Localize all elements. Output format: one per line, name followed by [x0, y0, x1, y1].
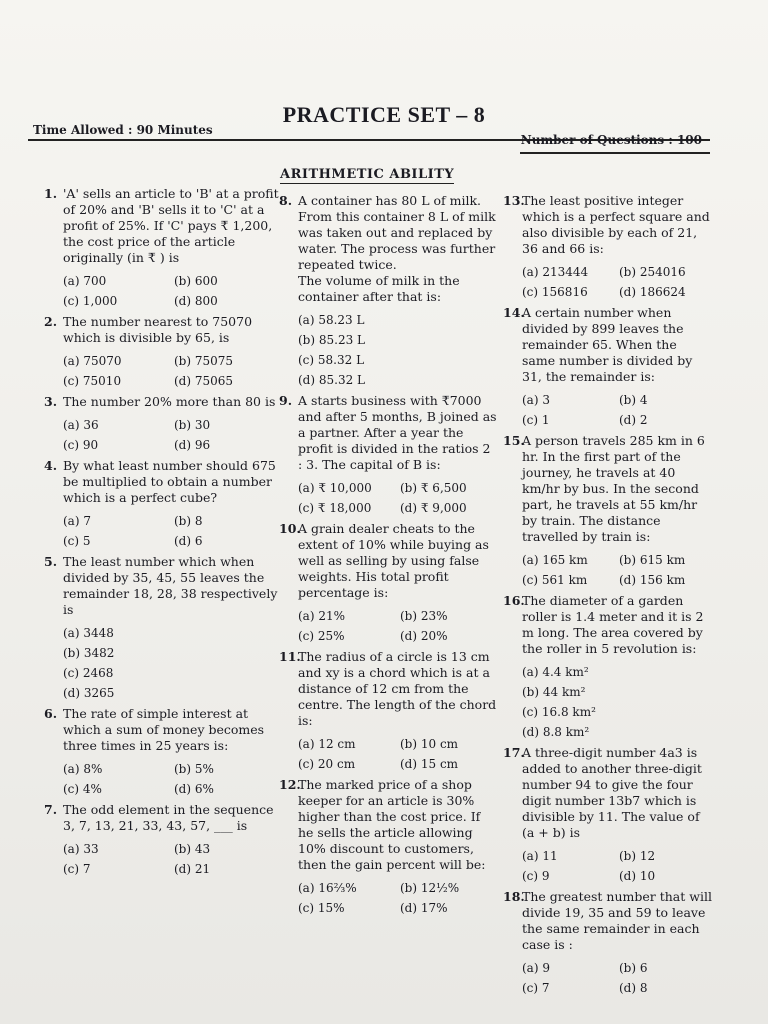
answer-options — [522, 390, 712, 430]
answer-option: (c) 15% — [298, 901, 345, 915]
answer-options — [63, 623, 281, 703]
answer-option: (b) 615 km — [619, 553, 686, 567]
answer-option: (b) 8 — [174, 514, 203, 528]
question-number: 7. — [44, 802, 58, 817]
answer-option: (d) 6 — [174, 534, 203, 548]
answer-option: (c) 90 — [63, 438, 99, 452]
question-item — [503, 193, 712, 302]
answer-options — [522, 846, 712, 886]
answer-option: (a) 8% — [63, 762, 103, 776]
question-text: The greatest number that will divide 19, 35 and 59 to leave the same remainder in each case is : — [522, 889, 712, 952]
question-text: The number nearest to 75070 which is divisible by 65, is — [63, 314, 253, 345]
answer-option: (c) 2468 — [63, 666, 114, 680]
answer-option: (b) 75075 — [174, 354, 234, 368]
answer-option: (c) 9 — [522, 869, 550, 883]
answer-option: (b) 254016 — [619, 265, 686, 279]
answer-options — [298, 606, 498, 646]
answer-option: (c) 156816 — [522, 285, 588, 299]
answer-option: (a) 7 — [63, 514, 91, 528]
question-text: The diameter of a garden roller is 1.4 meter and it is 2 m long. The area covered by the roller in 5 revolution is: — [522, 593, 704, 656]
page-title: PRACTICE SET – 8 — [282, 102, 486, 127]
question-item — [44, 186, 281, 311]
question-item — [279, 521, 498, 646]
answer-option: (a) 11 — [522, 849, 558, 863]
question-number: 13. — [503, 193, 525, 208]
question-number: 14. — [503, 305, 525, 320]
question-number: 10. — [279, 521, 301, 536]
question-number: 18. — [503, 889, 525, 904]
answer-option: (b) 3482 — [63, 646, 115, 660]
answer-option: (c) ₹ 18,000 — [298, 501, 372, 515]
question-column-3 — [503, 193, 712, 1001]
answer-option: (a) 4.4 km² — [522, 665, 589, 679]
answer-option: (c) 58.32 L — [298, 353, 365, 367]
answer-option: (b) 85.23 L — [298, 333, 365, 347]
answer-options — [522, 262, 712, 302]
question-column-1 — [44, 186, 281, 882]
answer-option: (c) 561 km — [522, 573, 588, 587]
question-item — [44, 554, 281, 703]
answer-option: (d) 8 — [619, 981, 648, 995]
question-item — [44, 706, 281, 799]
answer-option: (c) 4% — [63, 782, 102, 796]
question-number: 17. — [503, 745, 525, 760]
question-text: The odd element in the sequence 3, 7, 13, 21, 33, 43, 57, ___ is — [63, 802, 274, 833]
answer-option: (a) 213444 — [522, 265, 589, 279]
answer-option: (a) 3 — [522, 393, 550, 407]
answer-option: (a) 16⅔% — [298, 881, 357, 895]
question-item — [503, 889, 712, 998]
question-number: 3. — [44, 394, 58, 409]
question-number: 8. — [279, 193, 293, 208]
answer-option: (d) 21 — [174, 862, 211, 876]
answer-options — [63, 839, 281, 879]
answer-option: (d) 85.32 L — [298, 373, 365, 387]
answer-option: (d) 6% — [174, 782, 214, 796]
answer-option: (b) 600 — [174, 274, 218, 288]
answer-option: (c) 7 — [522, 981, 550, 995]
answer-option: (c) 1 — [522, 413, 550, 427]
question-text: A three-digit number 4a3 is added to another three-digit number 94 to give the four digit number 13b7 which is divisible by 11. The value of (a + b) is — [522, 745, 702, 840]
answer-option: (d) 15 cm — [400, 757, 459, 771]
question-item — [279, 777, 498, 918]
question-item — [44, 802, 281, 879]
answer-option: (a) 700 — [63, 274, 107, 288]
question-number: 11. — [279, 649, 301, 664]
answer-option: (a) 3448 — [63, 626, 114, 640]
question-text: The marked price of a shop keeper for an article is 30% higher than the cost price. If he sells the article allowing 10% discount to customers, then the gain percent will be: — [298, 777, 486, 872]
answer-option: (a) 165 km — [522, 553, 588, 567]
answer-option: (b) 43 — [174, 842, 211, 856]
answer-options — [522, 662, 712, 742]
answer-options — [63, 511, 281, 551]
answer-option: (b) 5% — [174, 762, 214, 776]
time-allowed: Time Allowed : 90 Minutes — [33, 123, 213, 137]
question-number: 2. — [44, 314, 58, 329]
answer-option: (d) 17% — [400, 901, 448, 915]
answer-option: (a) 33 — [63, 842, 99, 856]
answer-options — [63, 759, 281, 799]
answer-option: (d) 800 — [174, 294, 218, 308]
answer-option: (d) 10 — [619, 869, 656, 883]
question-text: The rate of simple interest at which a sum of money becomes three times in 25 years is: — [63, 706, 265, 753]
question-text: The least number which when divided by 35, 45, 55 leaves the remainder 18, 28, 38 respectively is — [63, 554, 278, 617]
question-text: A certain number when divided by 899 leaves the remainder 65. When the same number is divided by 31, the remainder is: — [522, 305, 693, 384]
answer-option: (d) 75065 — [174, 374, 234, 388]
answer-option: (b) 12½% — [400, 881, 460, 895]
answer-option: (a) 36 — [63, 418, 99, 432]
answer-options — [522, 550, 712, 590]
question-number: 5. — [44, 554, 58, 569]
answer-option: (a) 12 cm — [298, 737, 356, 751]
question-text: A container has 80 L of milk. From this container 8 L of milk was taken out and replaced by water. The process was further repeated twice. The volume of milk in the container after that is: — [298, 193, 496, 304]
answer-option: (d) 2 — [619, 413, 648, 427]
question-item — [279, 649, 498, 774]
answer-option: (b) 4 — [619, 393, 648, 407]
answer-option: (b) 44 km² — [522, 685, 586, 699]
answer-options — [298, 734, 498, 774]
question-text: A grain dealer cheats to the extent of 10% while buying as well as selling by using false weights. His total profit percentage is: — [298, 521, 489, 600]
answer-option: (a) 9 — [522, 961, 550, 975]
answer-option: (c) 75010 — [63, 374, 122, 388]
question-item — [503, 593, 712, 742]
answer-options — [298, 310, 498, 390]
question-text: By what least number should 675 be multiplied to obtain a number which is a perfect cube? — [63, 458, 276, 505]
answer-option: (b) 23% — [400, 609, 448, 623]
answer-option: (c) 1,000 — [63, 294, 118, 308]
question-text: The least positive integer which is a perfect square and also divisible by each of 21, 36 and 66 is: — [522, 193, 710, 256]
answer-option: (a) 21% — [298, 609, 346, 623]
question-item — [503, 305, 712, 430]
question-text: 'A' sells an article to 'B' at a profit of 20% and 'B' sells it to 'C' at a profit of 25%. If 'C' pays ₹ 1,200, the cost price of the article originally (in ₹ ) is — [63, 186, 279, 265]
answer-options — [63, 271, 281, 311]
question-item — [279, 393, 498, 518]
answer-option: (c) 25% — [298, 629, 345, 643]
answer-option: (d) 8.8 km² — [522, 725, 590, 739]
question-number: 15. — [503, 433, 525, 448]
question-text: A person travels 285 km in 6 hr. In the first part of the journey, he travels at 40 km/hr by bus. In the second part, he travels at 55 km/hr by train. The distance travelled by train is: — [522, 433, 705, 544]
answer-option: (b) ₹ 6,500 — [400, 481, 467, 495]
answer-option: (b) 12 — [619, 849, 656, 863]
answer-option: (c) 5 — [63, 534, 91, 548]
answer-option: (d) 3265 — [63, 686, 115, 700]
question-text: A starts business with ₹7000 and after 5 months, B joined as a partner. After a year the profit is divided in the ratios 2 : 3. The capital of B is: — [298, 393, 497, 472]
question-item — [44, 458, 281, 551]
answer-options — [522, 958, 712, 998]
question-text: The number 20% more than 80 is — [63, 394, 276, 409]
answer-option: (c) 16.8 km² — [522, 705, 596, 719]
question-text: The radius of a circle is 13 cm and xy is a chord which is at a distance of 12 cm from the centre. The length of the chord is: — [298, 649, 497, 728]
answer-option: (b) 6 — [619, 961, 648, 975]
header-divider-right — [520, 152, 710, 154]
question-item — [503, 433, 712, 590]
question-number: 16. — [503, 593, 525, 608]
answer-options — [63, 415, 281, 455]
question-item — [503, 745, 712, 886]
question-number: 9. — [279, 393, 293, 408]
question-column-2 — [279, 193, 498, 921]
answer-option: (c) 7 — [63, 862, 91, 876]
question-item — [44, 394, 281, 455]
answer-option: (d) ₹ 9,000 — [400, 501, 467, 515]
answer-option: (a) ₹ 10,000 — [298, 481, 372, 495]
question-number: 6. — [44, 706, 58, 721]
answer-option: (d) 20% — [400, 629, 448, 643]
answer-options — [298, 478, 498, 518]
answer-option: (b) 10 cm — [400, 737, 459, 751]
answer-option: (a) 75070 — [63, 354, 122, 368]
answer-option: (d) 96 — [174, 438, 211, 452]
question-number: 12. — [279, 777, 301, 792]
answer-option: (c) 20 cm — [298, 757, 356, 771]
answer-option: (b) 30 — [174, 418, 211, 432]
answer-option: (a) 58.23 L — [298, 313, 365, 327]
number-of-questions: Number of Questions : 100 — [520, 133, 702, 147]
section-heading: ARITHMETIC ABILITY — [280, 167, 455, 182]
question-number: 1. — [44, 186, 58, 201]
answer-options — [63, 351, 281, 391]
answer-options — [298, 878, 498, 918]
question-number: 4. — [44, 458, 58, 473]
answer-option: (d) 186624 — [619, 285, 686, 299]
answer-option: (d) 156 km — [619, 573, 686, 587]
question-item — [279, 193, 498, 390]
question-item — [44, 314, 281, 391]
